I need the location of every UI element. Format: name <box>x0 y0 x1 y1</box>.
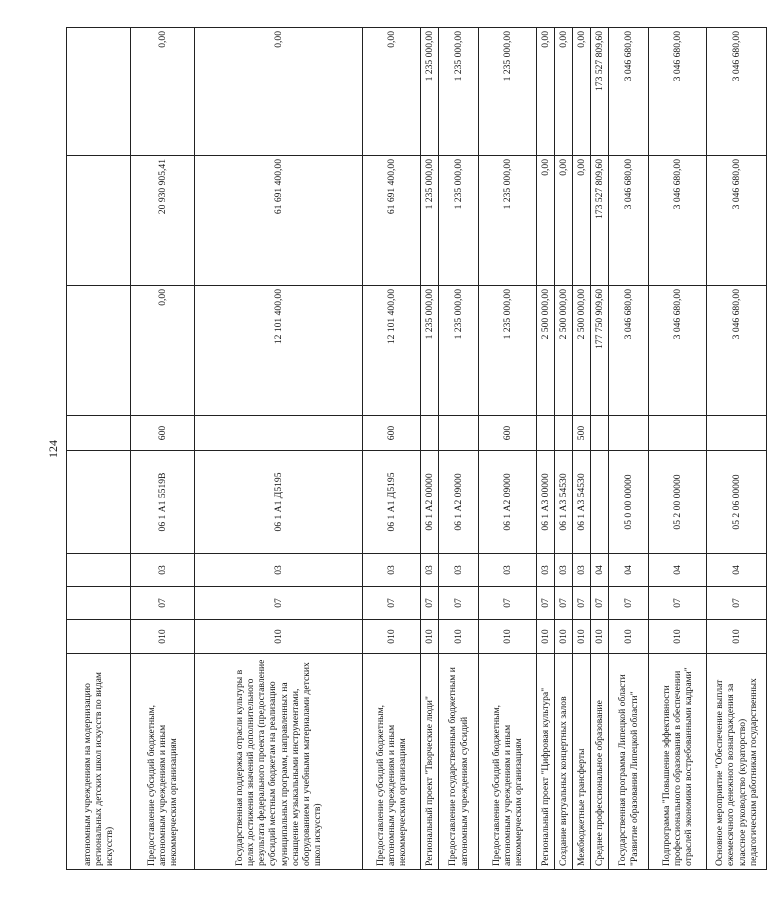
row-amount-2-cell: 3 046 680,00 <box>707 156 767 286</box>
row-subsection-cell: 04 <box>649 554 707 587</box>
row-subsection-cell: 03 <box>195 554 363 587</box>
row-article-cell: 06 1 А2 09000 <box>479 451 537 554</box>
row-subsection-cell: 03 <box>131 554 195 587</box>
row-vid-cell <box>555 416 573 451</box>
budget-table-container <box>66 28 767 870</box>
row-amount-2-cell: 0,00 <box>555 156 573 286</box>
row-article-cell: 06 1 А1 5519В <box>131 451 195 554</box>
row-article-cell <box>591 451 609 554</box>
row-section-cell: 07 <box>609 587 649 620</box>
row-amount-1-cell: 177 750 909,60 <box>591 286 609 416</box>
row-amount-2-cell: 1 235 000,00 <box>439 156 479 286</box>
row-amount-2-cell: 20 930 905,41 <box>131 156 195 286</box>
row-name-cell: Предоставление субсидий бюджетным, автономным учреждениям и иным некоммерческим организациям <box>131 654 195 870</box>
row-subsection-cell: 03 <box>421 554 439 587</box>
row-amount-1-cell: 2 500 000,00 <box>573 286 591 416</box>
row-code-cell: 010 <box>195 620 363 654</box>
row-vid-cell <box>591 416 609 451</box>
row-section-cell: 07 <box>421 587 439 620</box>
row-code-cell: 010 <box>421 620 439 654</box>
row-amount-3-cell: 3 046 680,00 <box>609 28 649 156</box>
table-row <box>537 28 555 870</box>
row-amount-3-cell: 0,00 <box>537 28 555 156</box>
row-amount-2-cell: 0,00 <box>573 156 591 286</box>
row-vid-cell: 600 <box>131 416 195 451</box>
row-vid-cell: 600 <box>479 416 537 451</box>
row-amount-3-cell: 0,00 <box>363 28 421 156</box>
table-row <box>609 28 649 870</box>
row-amount-3-cell: 3 046 680,00 <box>649 28 707 156</box>
row-amount-3-cell: 173 527 809,60 <box>591 28 609 156</box>
page-number: 124 <box>46 440 60 458</box>
row-amount-1-cell: 1 235 000,00 <box>479 286 537 416</box>
row-vid-cell <box>439 416 479 451</box>
row-subsection-cell: 03 <box>573 554 591 587</box>
table-row <box>707 28 767 870</box>
row-code-cell: 010 <box>555 620 573 654</box>
row-code-cell: 010 <box>573 620 591 654</box>
row-amount-2-cell: 3 046 680,00 <box>649 156 707 286</box>
row-article-cell: 06 1 А3 54530 <box>555 451 573 554</box>
row-name-cell: Государственная программа Липецкой области "Развитие образования Липецкой области" <box>609 654 649 870</box>
row-amount-1-cell <box>67 286 131 416</box>
row-amount-1-cell: 12 101 400,00 <box>195 286 363 416</box>
row-name-cell: автономным учреждениям на модернизацию региональных детских школ искусств по видам искусств) <box>67 654 131 870</box>
row-subsection-cell: 03 <box>479 554 537 587</box>
row-amount-3-cell: 1 235 000,00 <box>421 28 439 156</box>
row-section-cell: 07 <box>479 587 537 620</box>
row-amount-1-cell: 1 235 000,00 <box>439 286 479 416</box>
row-code-cell: 010 <box>649 620 707 654</box>
table-row <box>591 28 609 870</box>
row-amount-2-cell: 3 046 680,00 <box>609 156 649 286</box>
row-article-cell: 06 1 А3 54530 <box>573 451 591 554</box>
row-section-cell: 07 <box>131 587 195 620</box>
table-row <box>363 28 421 870</box>
row-code-cell <box>67 620 131 654</box>
row-name-cell: Межбюджетные трансферты <box>573 654 591 870</box>
table-row <box>555 28 573 870</box>
table-row <box>439 28 479 870</box>
row-article-cell: 05 2 06 00000 <box>707 451 767 554</box>
row-vid-cell <box>67 416 131 451</box>
table-row <box>649 28 707 870</box>
row-name-cell: Подпрограмма "Повышение эффективности профессионального образования в обеспечении отраслей экономики востребованными кадрами" <box>649 654 707 870</box>
row-amount-1-cell: 3 046 680,00 <box>707 286 767 416</box>
row-name-cell: Предоставление государственным бюджетным и автономным учреждениям субсидий <box>439 654 479 870</box>
row-article-cell: 05 2 00 00000 <box>649 451 707 554</box>
row-section-cell: 07 <box>195 587 363 620</box>
row-article-cell: 06 1 А3 00000 <box>537 451 555 554</box>
row-amount-2-cell: 173 527 809,60 <box>591 156 609 286</box>
row-section-cell: 07 <box>591 587 609 620</box>
row-subsection-cell: 03 <box>439 554 479 587</box>
row-code-cell: 010 <box>591 620 609 654</box>
row-code-cell: 010 <box>439 620 479 654</box>
row-vid-cell <box>707 416 767 451</box>
row-code-cell: 010 <box>363 620 421 654</box>
budget-table-body <box>67 28 767 870</box>
row-section-cell: 07 <box>649 587 707 620</box>
table-row <box>479 28 537 870</box>
table-row <box>421 28 439 870</box>
row-amount-1-cell: 1 235 000,00 <box>421 286 439 416</box>
row-amount-3-cell: 0,00 <box>131 28 195 156</box>
row-article-cell <box>67 451 131 554</box>
row-vid-cell <box>195 416 363 451</box>
row-name-cell: Региональный проект "Цифровая культура" <box>537 654 555 870</box>
row-subsection-cell <box>67 554 131 587</box>
row-amount-1-cell: 3 046 680,00 <box>649 286 707 416</box>
row-section-cell: 07 <box>439 587 479 620</box>
row-vid-cell <box>609 416 649 451</box>
row-amount-2-cell: 61 691 400,00 <box>195 156 363 286</box>
row-name-cell: Региональный проект "Творческие люди" <box>421 654 439 870</box>
row-subsection-cell: 04 <box>707 554 767 587</box>
row-section-cell <box>67 587 131 620</box>
row-amount-2-cell: 1 235 000,00 <box>421 156 439 286</box>
row-amount-3-cell: 3 046 680,00 <box>707 28 767 156</box>
row-name-cell: Среднее профессиональное образование <box>591 654 609 870</box>
row-name-cell: Государственная поддержка отрасли культуры в целях достижения значений дополнительного результата федерального проекта (предоставление субсидий местным бюджетам на реализацию муниципальных программ, направленных на оснащение музыкальными инструментами, оборудованием и учебными материалами детских школ искусств) <box>195 654 363 870</box>
row-code-cell: 010 <box>707 620 767 654</box>
row-article-cell: 06 1 А1 Д5195 <box>363 451 421 554</box>
row-subsection-cell: 03 <box>537 554 555 587</box>
row-vid-cell <box>537 416 555 451</box>
row-vid-cell <box>649 416 707 451</box>
row-article-cell: 05 0 00 00000 <box>609 451 649 554</box>
row-amount-3-cell: 1 235 000,00 <box>439 28 479 156</box>
row-amount-2-cell: 0,00 <box>537 156 555 286</box>
row-name-cell: Создание виртуальных концертных залов <box>555 654 573 870</box>
row-amount-3-cell: 0,00 <box>573 28 591 156</box>
table-row <box>131 28 195 870</box>
row-subsection-cell: 03 <box>555 554 573 587</box>
row-subsection-cell: 03 <box>363 554 421 587</box>
row-vid-cell: 600 <box>363 416 421 451</box>
row-section-cell: 07 <box>537 587 555 620</box>
row-amount-3-cell: 0,00 <box>195 28 363 156</box>
row-article-cell: 06 1 А2 09000 <box>439 451 479 554</box>
row-amount-1-cell: 3 046 680,00 <box>609 286 649 416</box>
row-amount-3-cell: 0,00 <box>555 28 573 156</box>
row-name-cell: Предоставление субсидий бюджетным, автономным учреждениям и иным некоммерческим организациям <box>363 654 421 870</box>
table-row <box>195 28 363 870</box>
row-code-cell: 010 <box>609 620 649 654</box>
row-name-cell: Основное мероприятие "Обеспечение выплат ежемесячного денежного вознаграждения за классное руководство (кураторство) педагогическим работникам государственных <box>707 654 767 870</box>
row-amount-2-cell: 61 691 400,00 <box>363 156 421 286</box>
row-amount-1-cell: 2 500 000,00 <box>537 286 555 416</box>
row-amount-3-cell <box>67 28 131 156</box>
row-amount-1-cell: 2 500 000,00 <box>555 286 573 416</box>
row-article-cell: 06 1 А1 Д5195 <box>195 451 363 554</box>
row-code-cell: 010 <box>537 620 555 654</box>
row-section-cell: 07 <box>555 587 573 620</box>
row-subsection-cell: 04 <box>591 554 609 587</box>
row-section-cell: 07 <box>363 587 421 620</box>
table-row <box>573 28 591 870</box>
row-name-cell: Предоставление субсидий бюджетным, автономным учреждениям и иным некоммерческим организациям <box>479 654 537 870</box>
row-amount-2-cell: 1 235 000,00 <box>479 156 537 286</box>
row-amount-2-cell <box>67 156 131 286</box>
row-vid-cell: 500 <box>573 416 591 451</box>
budget-table <box>66 27 767 870</box>
row-amount-1-cell: 12 101 400,00 <box>363 286 421 416</box>
row-code-cell: 010 <box>479 620 537 654</box>
row-amount-1-cell: 0,00 <box>131 286 195 416</box>
table-row <box>67 28 131 870</box>
row-amount-3-cell: 1 235 000,00 <box>479 28 537 156</box>
row-code-cell: 010 <box>131 620 195 654</box>
row-subsection-cell: 04 <box>609 554 649 587</box>
row-vid-cell <box>421 416 439 451</box>
row-article-cell: 06 1 А2 00000 <box>421 451 439 554</box>
row-section-cell: 07 <box>573 587 591 620</box>
row-section-cell: 07 <box>707 587 767 620</box>
